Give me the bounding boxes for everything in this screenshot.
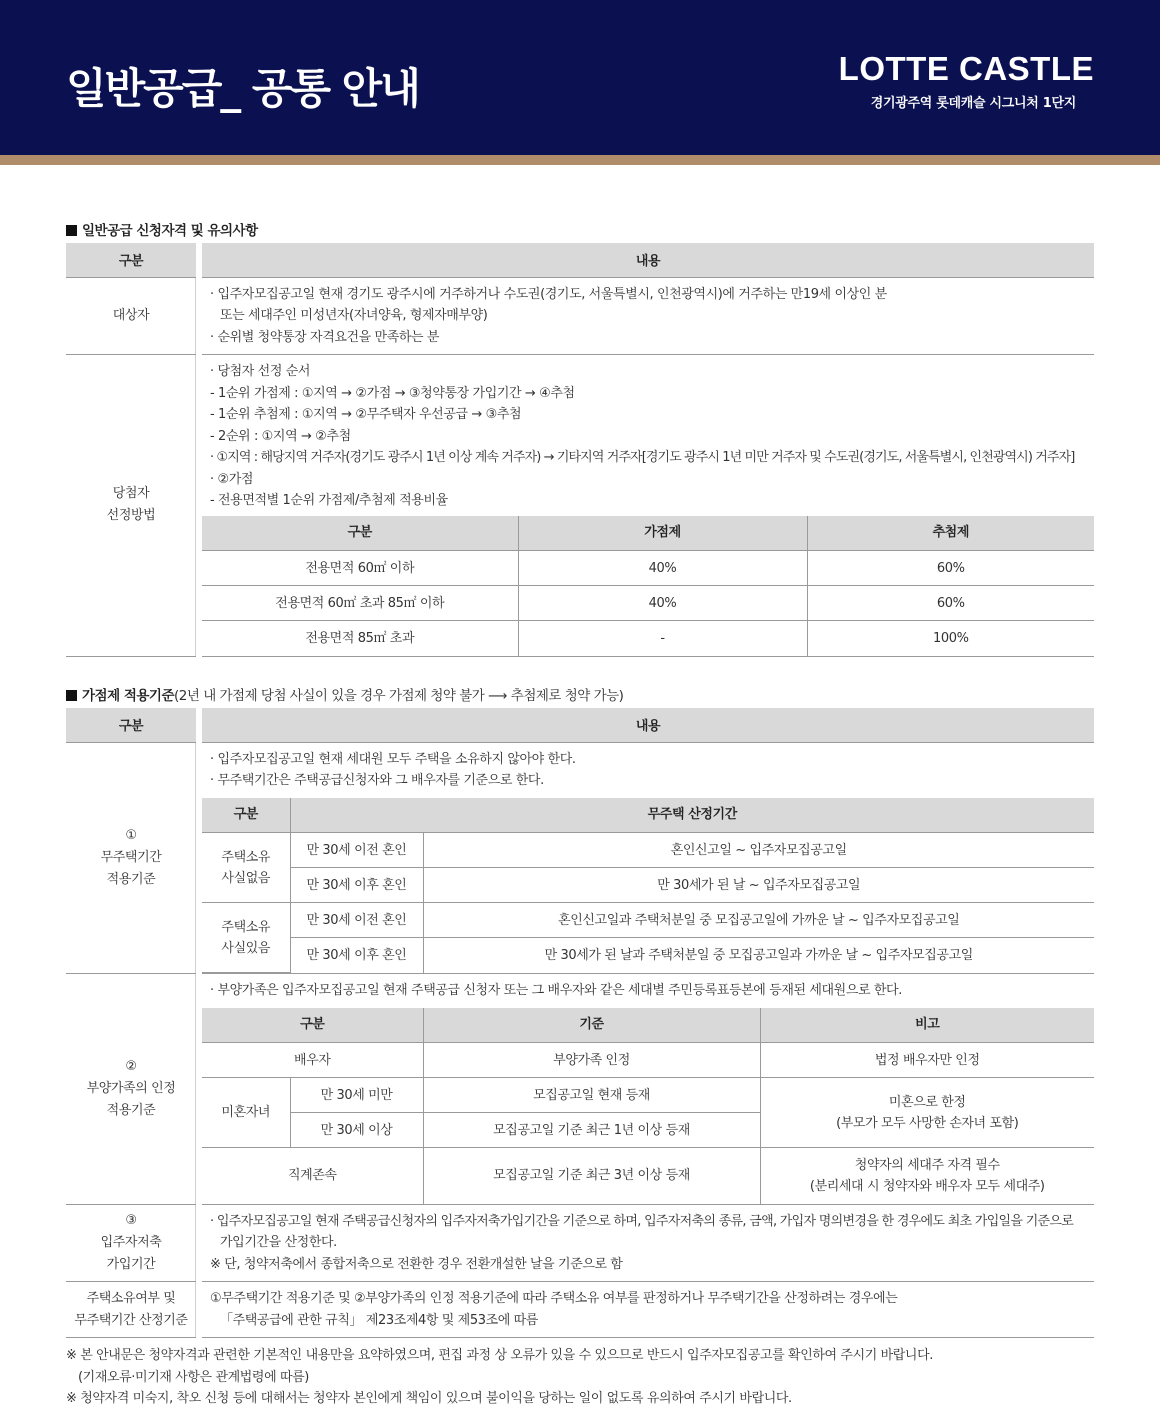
table-cell: 배우자 <box>202 1043 423 1078</box>
table-cell: 모집공고일 현재 등재 <box>423 1078 760 1113</box>
column-header-category: 구분 <box>66 243 199 277</box>
content-line: · 무주택기간은 주택공급신청자와 그 배우자를 기준으로 한다. <box>210 773 544 788</box>
row-label-no-house-period <box>66 742 199 974</box>
table-cell: 만 30세 이전 혼인 <box>290 833 423 868</box>
target-content <box>199 277 1094 355</box>
table-cell: 만 30세 이전 혼인 <box>290 903 423 938</box>
dependents-header-remarks: 비고 <box>760 1008 1094 1043</box>
ratio-header-category: 구분 <box>202 516 518 551</box>
ratio-header-lottery: 추첨제 <box>807 516 1094 551</box>
label-number: ① <box>125 827 137 843</box>
label-line: 부양가족의 인정 <box>86 1080 176 1096</box>
table-cell: 전용면적 60㎡ 초과 85㎡ 이하 <box>202 586 518 621</box>
table-row <box>202 1148 1094 1204</box>
page-title: 일반공급_ 공통 안내 <box>66 64 419 113</box>
content-line: · 입주자모집공고일 현재 경기도 광주시에 거주하거나 수도권(경기도, 서울특별시, 인천광역시)에 거주하는 만19세 이상인 분 <box>210 286 887 302</box>
content-line: · 순위별 청약통장 자격요건을 만족하는 분 <box>210 329 440 345</box>
section-title-point-criteria <box>66 684 623 704</box>
label-line: 적용기준 <box>106 1102 156 1118</box>
dependents-content <box>199 974 1094 1205</box>
square-bullet-icon <box>66 225 77 236</box>
footnote-line: ※ 본 안내문은 청약자격과 관련한 기본적인 내용만을 요약하였으며, 편집 과정 상 오류가 있을 수 있으므로 반드시 입주자모집공고를 확인하여 주시기 바랍니다. <box>66 1348 933 1363</box>
table-cell: 혼인신고일과 주택처분일 중 모집공고일에 가까운 날 ~ 입주자모집공고일 <box>423 903 1094 938</box>
label-line: 적용기준 <box>106 871 156 887</box>
section-title-text: 가점제 적용기준 <box>82 688 174 704</box>
row-label-ownership-criteria <box>66 1282 199 1338</box>
table-cell: 전용면적 60㎡ 이하 <box>202 551 518 586</box>
footnote-line: ※ 청약자격 미숙지, 착오 신청 등에 대해서는 청약자 본인에게 책임이 있으며 불이익을 당하는 일이 없도록 유의하여 주시기 바랍니다. <box>66 1391 792 1406</box>
footnotes <box>66 1345 933 1410</box>
ratio-header-point: 가점제 <box>518 516 807 551</box>
label-line: 입주자저축 <box>100 1234 162 1250</box>
row-label-selection <box>66 355 199 657</box>
dependents-table <box>202 1008 1094 1204</box>
note-line: 미혼으로 한정 <box>888 1094 966 1110</box>
label-number: ② <box>125 1058 137 1074</box>
no-house-header-period: 무주택 산정기간 <box>290 798 1094 833</box>
header-divider-stripe <box>0 155 1160 165</box>
no-house-table <box>202 798 1094 974</box>
table-cell: 40% <box>518 586 807 621</box>
table-row <box>202 868 1094 903</box>
label-line: 가입기간 <box>106 1256 156 1272</box>
ownership-content <box>199 1282 1094 1338</box>
content-line: - 1순위 추첨제 : ①지역 → ②무주택자 우선공급 → ③추첨 <box>210 407 522 422</box>
content-line: 또는 세대주인 미성년자(자녀양육, 형제자매부양) <box>220 308 488 323</box>
label-line: 주택소유여부 및 <box>86 1290 176 1306</box>
content-line: - 1순위 가점제 : ①지역 → ②가점 → ③청약통장 가입기간 → ④추첨 <box>210 385 575 401</box>
table-cell: - <box>518 621 807 656</box>
table-cell: 만 30세가 된 날과 주택처분일 중 모집공고일과 가까운 날 ~ 입주자모집공고일 <box>423 938 1094 973</box>
content-line: 가입기간을 산정한다. <box>220 1235 337 1250</box>
no-house-header-category: 구분 <box>202 798 290 833</box>
table-cell <box>760 1078 1094 1148</box>
label-line: 당첨자 <box>112 486 150 502</box>
content-line: - 전용면적별 1순위 가점제/추첨제 적용비율 <box>210 493 448 508</box>
row-label-target: 대상자 <box>66 277 199 355</box>
column-header-category: 구분 <box>66 708 199 742</box>
table-cell: 만 30세 미만 <box>290 1078 423 1113</box>
group-label-unmarried-children: 미혼자녀 <box>202 1078 290 1148</box>
dependents-header-criteria: 기준 <box>423 1008 760 1043</box>
column-header-content: 내용 <box>199 243 1094 277</box>
content-line: ※ 단, 청약저축에서 종합저축으로 전환한 경우 전환개설한 날을 기준으로 함 <box>210 1256 623 1272</box>
table-cell: 60% <box>807 551 1094 586</box>
footnote-line: (기재오류·미기재 사항은 관계법령에 따름) <box>78 1369 309 1385</box>
label-line: 주택소유 <box>221 849 271 865</box>
row-label-savings-period <box>66 1204 199 1282</box>
table-cell: 만 30세 이상 <box>290 1113 423 1148</box>
table-cell: 혼인신고일 ~ 입주자모집공고일 <box>423 833 1094 868</box>
label-line: 주택소유 <box>221 919 271 935</box>
table-cell: 모집공고일 기준 최근 1년 이상 등재 <box>423 1113 760 1148</box>
table-cell: 100% <box>807 621 1094 656</box>
section-title-text: 일반공급 신청자격 및 유의사항 <box>82 223 258 239</box>
table-row <box>202 1078 1094 1113</box>
table-cell <box>760 1148 1094 1204</box>
group-label-has-ownership <box>202 903 290 973</box>
section-title-note: (2년 내 가점제 당첨 사실이 있을 경우 가점제 청약 불가 ⟶ 추첨제로 청약 가능) <box>174 688 624 704</box>
note-line: 청약자의 세대주 자격 필수 <box>854 1157 1000 1173</box>
selection-content <box>199 355 1094 657</box>
ratio-table <box>202 516 1094 656</box>
label-line: 사실없음 <box>221 870 271 886</box>
label-line: 무주택기간 산정기준 <box>74 1312 188 1328</box>
content-line: · 당첨자 선정 순서 <box>210 364 311 379</box>
label-number: ③ <box>125 1212 137 1228</box>
table-cell: 만 30세 이후 혼인 <box>290 938 423 973</box>
label-line: 선정방법 <box>106 508 156 524</box>
content-line: - 2순위 : ①지역 → ②추첨 <box>210 428 351 444</box>
table-row <box>202 1043 1094 1078</box>
brand-logo: LOTTE CASTLE <box>838 50 1094 87</box>
table-row <box>202 551 1094 586</box>
group-label-no-ownership <box>202 833 290 903</box>
brand-subtitle: 경기광주역 롯데캐슬 시그니처 1단지 <box>870 96 1076 111</box>
eligibility-table <box>66 243 1094 657</box>
label-line: 사실있음 <box>221 940 271 956</box>
square-bullet-icon <box>66 690 77 701</box>
table-row <box>202 938 1094 973</box>
table-cell: 전용면적 85㎡ 초과 <box>305 630 415 646</box>
table-cell: 만 30세 이후 혼인 <box>290 868 423 903</box>
savings-content <box>199 1204 1094 1282</box>
table-cell: 모집공고일 기준 최근 3년 이상 등재 <box>423 1148 760 1204</box>
point-criteria-table <box>66 708 1094 1338</box>
content-line: · 입주자모집공고일 현재 세대원 모두 주택을 소유하지 않아야 한다. <box>210 751 576 767</box>
table-row <box>202 833 1094 868</box>
table-cell: 만 30세가 된 날 ~ 입주자모집공고일 <box>423 868 1094 903</box>
content-line: · 부양가족은 입주자모집공고일 현재 주택공급 신청자 또는 그 배우자와 같은 세대별 주민등록표등본에 등재된 세대원으로 한다. <box>210 983 902 998</box>
row-label-dependents <box>66 974 199 1205</box>
table-cell: 40% <box>518 551 807 586</box>
header-banner <box>0 0 1160 155</box>
content-line: · ②가점 <box>210 471 254 487</box>
no-house-content <box>199 742 1094 974</box>
note-line: (부모가 모두 사망한 손자녀 포함) <box>836 1115 1019 1131</box>
note-line: (분리세대 시 청약자와 배우자 모두 세대주) <box>809 1178 1045 1194</box>
table-cell: 직계존속 <box>287 1168 337 1184</box>
table-row <box>202 586 1094 621</box>
table-cell: 부양가족 인정 <box>423 1043 760 1078</box>
table-cell: 법정 배우자만 인정 <box>760 1043 1094 1078</box>
table-row <box>202 903 1094 938</box>
dependents-header-category: 구분 <box>202 1008 423 1043</box>
content-line: ①무주택기간 적용기준 및 ②부양가족의 인정 적용기준에 따라 주택소유 여부를 판정하거나 무주택기간을 산정하려는 경우에는 <box>210 1291 898 1306</box>
table-cell: 60% <box>807 586 1094 621</box>
label-line: 무주택기간 <box>100 849 162 865</box>
section-title-eligibility <box>66 219 258 239</box>
content-line: 「주택공급에 관한 규칙」 제23조제4항 및 제53조에 따름 <box>220 1312 538 1328</box>
table-row <box>202 621 1094 656</box>
column-header-content: 내용 <box>199 708 1094 742</box>
content-line: · ①지역 : 해당지역 거주자(경기도 광주시 1년 이상 계속 거주자) → 기타지역 거주자[경기도 광주시 1년 미만 거주자 및 수도권(경기도, 서울특별시, 인천광역시) 거주자] <box>210 450 1075 465</box>
content-line: · 입주자모집공고일 현재 주택공급신청자의 입주자저축가입기간을 기준으로 하며, 입주자저축의 종류, 금액, 가입자 명의변경을 한 경우에도 최초 가입일을 기준으로 <box>210 1213 1074 1229</box>
